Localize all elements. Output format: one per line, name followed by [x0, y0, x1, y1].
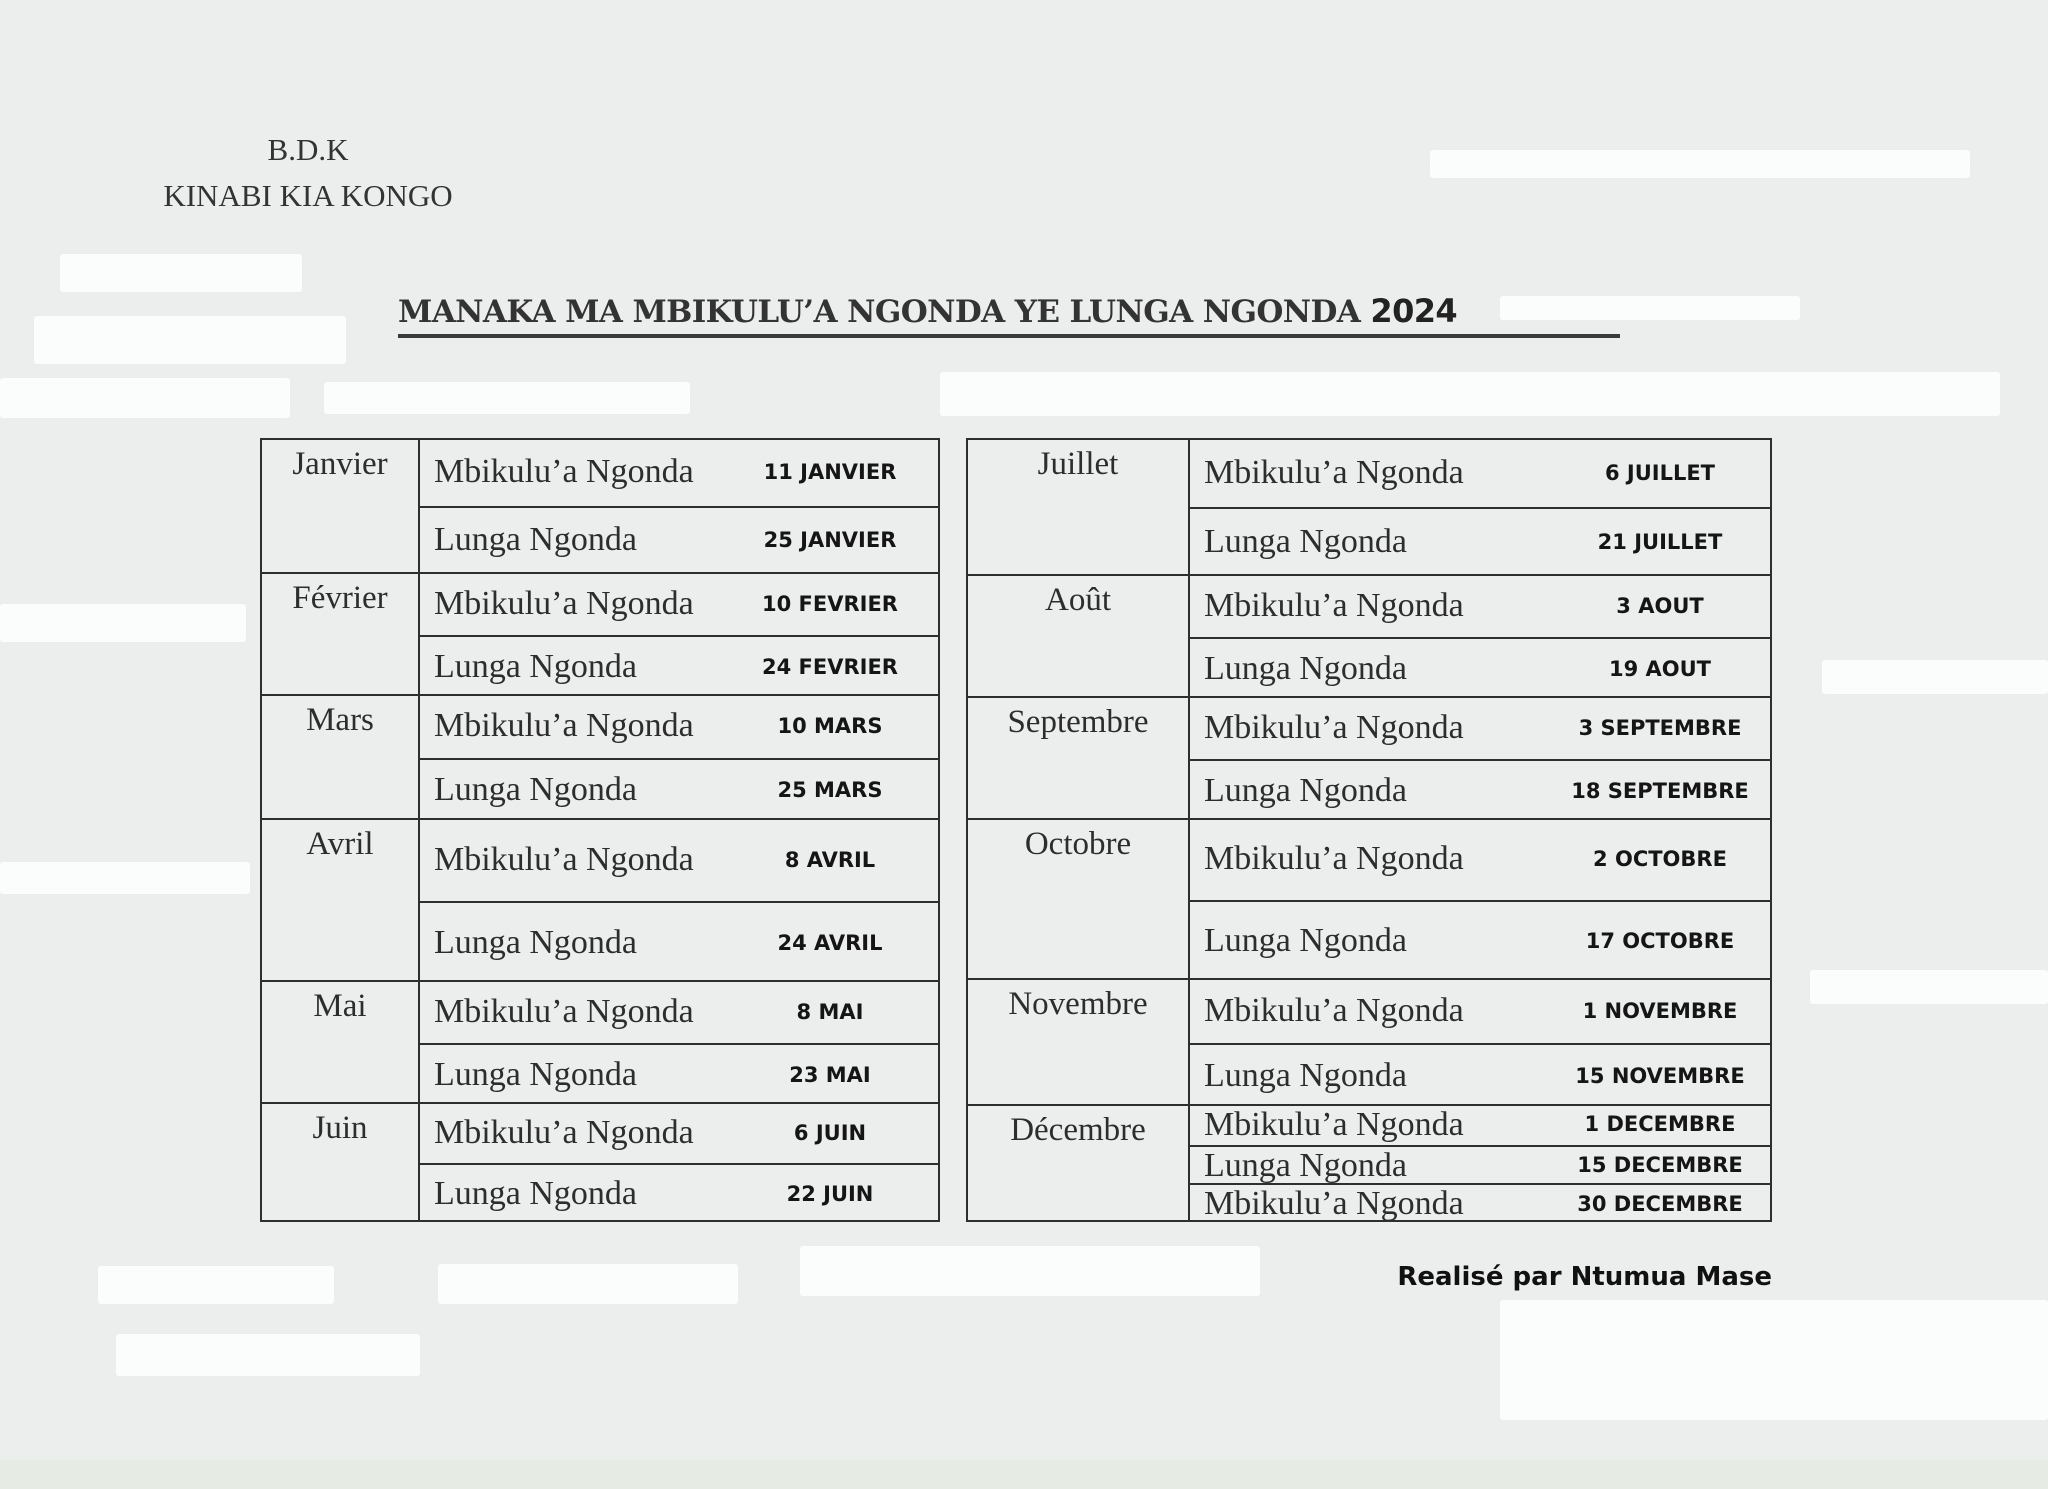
event-date: 21 JUILLET	[1597, 529, 1723, 554]
event-row	[1190, 980, 1770, 1043]
org-name: KINABI KIA KONGO	[163, 178, 453, 213]
event-name: Lunga Ngonda	[1204, 522, 1408, 560]
redaction-patch	[34, 316, 346, 364]
event-date: 24 FEVRIER	[762, 654, 898, 679]
month-group	[968, 440, 1770, 574]
event-name: Mbikulu’a Ngonda	[1204, 453, 1464, 491]
month-group	[968, 978, 1770, 1104]
event-name: Lunga Ngonda	[1204, 1056, 1408, 1094]
event-row	[420, 1163, 938, 1222]
month-name: Février	[262, 574, 420, 694]
event-row	[420, 901, 938, 982]
month-group	[262, 818, 938, 980]
month-group	[262, 694, 938, 818]
redaction-patch	[60, 254, 302, 292]
month-name: Juillet	[968, 440, 1190, 574]
event-name: Mbikulu’a Ngonda	[434, 707, 694, 744]
event-row	[420, 1043, 938, 1104]
redaction-patch	[1810, 970, 2048, 1004]
author-credit: Realisé par Ntumua Mase	[1397, 1262, 1772, 1292]
month-group	[968, 818, 1770, 978]
event-date: 18 SEPTEMBRE	[1571, 778, 1749, 803]
event-date: 3 AOUT	[1616, 593, 1704, 618]
calendar-table-first-half	[260, 438, 940, 1222]
month-group	[262, 440, 938, 572]
month-name: Mai	[262, 982, 420, 1102]
event-date: 11 JANVIER	[763, 460, 897, 484]
event-date: 3 SEPTEMBRE	[1578, 715, 1742, 740]
event-name: Lunga Ngonda	[434, 923, 638, 961]
month-group	[968, 574, 1770, 696]
event-name: Mbikulu’a Ngonda	[1204, 840, 1464, 877]
event-date: 24 AVRIL	[777, 930, 883, 955]
event-row	[420, 506, 938, 572]
month-group	[968, 1104, 1770, 1223]
event-name: Lunga Ngonda	[434, 1174, 638, 1212]
event-name: Lunga Ngonda	[434, 771, 638, 808]
event-row	[1190, 637, 1770, 698]
event-name: Mbikulu’a Ngonda	[1204, 1106, 1464, 1143]
event-row	[420, 758, 938, 820]
event-date: 10 FEVRIER	[762, 591, 898, 616]
event-name: Lunga Ngonda	[1204, 649, 1408, 687]
event-row	[1190, 759, 1770, 820]
calendar-table-second-half	[966, 438, 1772, 1222]
month-name: Décembre	[968, 1106, 1190, 1220]
redaction-patch	[0, 378, 290, 418]
event-date: 8 AVRIL	[784, 847, 876, 872]
event-name: Lunga Ngonda	[1204, 771, 1408, 809]
month-name: Juin	[262, 1104, 420, 1220]
redaction-patch	[800, 1246, 1260, 1296]
month-group	[262, 980, 938, 1102]
event-name: Mbikulu’a Ngonda	[1204, 708, 1464, 746]
event-row	[1190, 440, 1770, 507]
event-name: Mbikulu’a Ngonda	[434, 453, 694, 490]
month-name: Août	[968, 576, 1190, 696]
event-row	[1190, 507, 1770, 574]
event-row	[1190, 1043, 1770, 1106]
event-date: 15 DECEMBRE	[1577, 1152, 1743, 1177]
title-text: MANAKA MA MBIKULU’A NGONDA YE LUNGA NGONDA	[398, 294, 1361, 330]
month-name: Novembre	[968, 980, 1190, 1104]
event-row	[1190, 576, 1770, 637]
scan-edge-strip	[0, 1460, 2048, 1489]
event-name: Lunga Ngonda	[1204, 922, 1408, 959]
redaction-patch	[940, 372, 2000, 416]
event-date: 25 MARS	[777, 778, 883, 802]
event-row	[1190, 1145, 1770, 1184]
event-date: 6 JUIN	[793, 1120, 867, 1145]
event-row	[420, 820, 938, 901]
event-name: Mbikulu’a Ngonda	[434, 992, 694, 1030]
event-date: 30 DECEMBRE	[1577, 1191, 1743, 1216]
event-name: Lunga Ngonda	[434, 1055, 638, 1093]
redaction-patch	[116, 1334, 420, 1376]
event-date: 1 NOVEMBRE	[1582, 998, 1738, 1023]
event-row	[420, 1104, 938, 1163]
event-date: 10 MARS	[777, 714, 883, 738]
event-date: 23 MAI	[789, 1062, 871, 1087]
month-name: Avril	[262, 820, 420, 980]
event-name: Mbikulu’a Ngonda	[434, 584, 694, 622]
event-date: 19 AOUT	[1608, 656, 1712, 681]
title-year: 2024	[1370, 292, 1458, 330]
redaction-patch	[438, 1264, 738, 1304]
event-row	[420, 982, 938, 1043]
event-name: Lunga Ngonda	[434, 521, 638, 558]
event-name: Mbikulu’a Ngonda	[1204, 1185, 1464, 1223]
month-group	[262, 1102, 938, 1220]
redaction-patch	[0, 862, 250, 894]
event-row	[420, 635, 938, 696]
event-row	[420, 574, 938, 635]
redaction-patch	[98, 1266, 334, 1304]
event-name: Mbikulu’a Ngonda	[1204, 991, 1464, 1029]
event-name: Lunga Ngonda	[1204, 1146, 1408, 1184]
month-name: Septembre	[968, 698, 1190, 818]
event-row	[420, 696, 938, 758]
event-name: Mbikulu’a Ngonda	[1204, 586, 1464, 624]
month-name: Mars	[262, 696, 420, 818]
redaction-patch	[1500, 1300, 2048, 1420]
event-date: 22 JUIN	[786, 1181, 874, 1206]
month-name: Octobre	[968, 820, 1190, 978]
month-group	[262, 572, 938, 694]
event-date: 8 MAI	[796, 999, 864, 1024]
event-date: 1 DECEMBRE	[1584, 1112, 1736, 1137]
event-row	[1190, 1183, 1770, 1222]
page-title	[398, 292, 1620, 338]
redaction-patch	[1822, 660, 2048, 694]
event-name: Mbikulu’a Ngonda	[434, 840, 694, 878]
redaction-patch	[1430, 150, 1970, 178]
event-row	[1190, 698, 1770, 759]
event-row	[420, 440, 938, 506]
redaction-patch	[324, 382, 690, 414]
month-name: Janvier	[262, 440, 420, 572]
event-name: Lunga Ngonda	[434, 647, 638, 685]
event-name: Mbikulu’a Ngonda	[434, 1113, 694, 1151]
event-date: 15 NOVEMBRE	[1575, 1063, 1745, 1088]
event-date: 2 OCTOBRE	[1593, 847, 1727, 871]
redaction-patch	[0, 604, 246, 642]
event-row	[1190, 900, 1770, 980]
event-date: 17 OCTOBRE	[1585, 929, 1735, 953]
event-date: 6 JUILLET	[1604, 460, 1716, 485]
event-row	[1190, 820, 1770, 900]
event-date: 25 JANVIER	[763, 528, 897, 552]
event-row	[1190, 1106, 1770, 1145]
org-abbreviation: B.D.K	[267, 132, 349, 167]
month-group	[968, 696, 1770, 818]
